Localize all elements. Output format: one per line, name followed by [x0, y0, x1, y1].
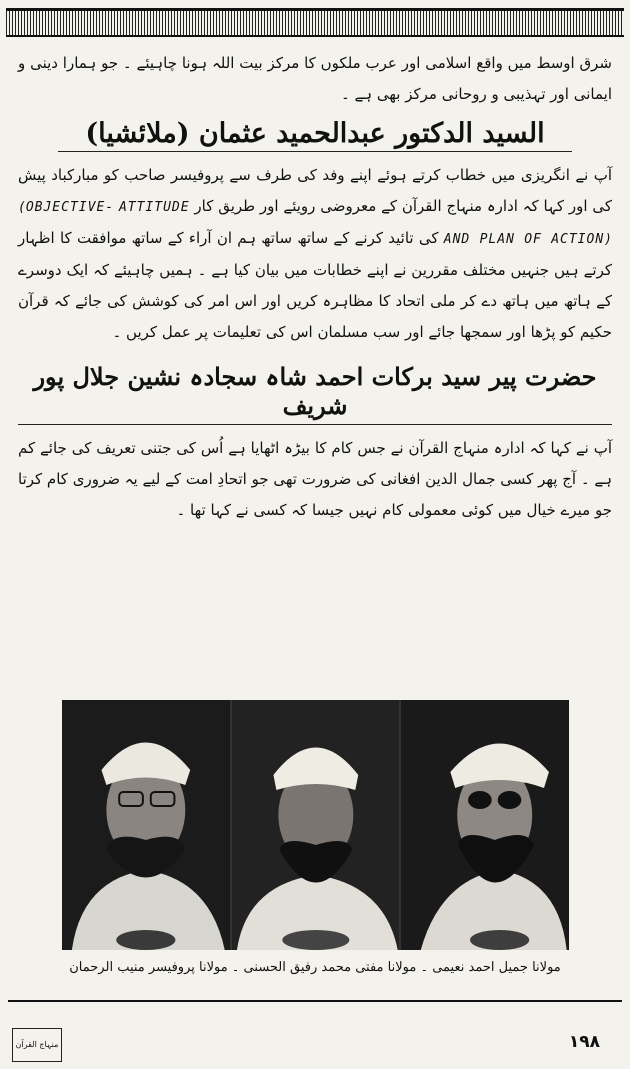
photo-caption: مولانا جمیل احمد نعیمی ۔ مولانا مفتی محمد رفیق الحسنی ۔ مولانا پروفیسر منیب الرحمان	[69, 960, 561, 975]
page-number: ۱۹۸	[568, 1032, 600, 1052]
publication-logo: منہاج القرآن	[12, 1028, 62, 1062]
latin-attitude: ATTITUDE AND PLAN OF ACTION)	[118, 200, 612, 247]
portrait-photo	[62, 700, 232, 950]
footer-rule	[8, 1000, 622, 1002]
portrait-photo	[401, 700, 569, 950]
speaker2-paragraph: آپ نے کہا کہ ادارہ منہاج القرآن نے جس کام کا بیڑہ اٹھایا ہے اُس کی جتنی تعریف کی جائے کم ہے ۔ آج پھر کسی جمال الدین افغانی کی ضرورت تھی جو اتحادِ امت کے لیے یہ ضروری کام کرتا جو میرے خیال میں کوئی معمولی کام نہیں جیسا کہ کسی نے کہا تھا ۔	[18, 439, 612, 519]
heading-underline	[18, 424, 612, 425]
portrait-photo	[232, 700, 402, 950]
heading-underline	[58, 151, 572, 152]
speaker1-text-a: آپ نے انگریزی میں خطاب کرتے ہوئے اپنے وفد کی طرف سے پروفیسر صاحب کو مبارکباد پیش کی اور کہا کہ ادارہ منہاج القرآن کے معروضی رویئے اور طریق کار	[18, 166, 612, 215]
speaker1-heading: السید الدکتور عبدالحمید عثمان (ملائشیا)	[85, 118, 545, 149]
portrait-photo-strip	[62, 700, 569, 950]
latin-objective: (OBJECTIVE-	[18, 200, 115, 215]
speaker1-paragraph	[18, 160, 612, 348]
article-body	[18, 48, 612, 526]
intro-paragraph: شرق اوسط میں واقع اسلامی اور عرب ملکوں کا مرکز بیت اللہ ہونا چاہیئے ۔ جو ہمارا دینی و ایمانی اور تہذیبی و روحانی مرکز بھی ہے ۔	[18, 54, 612, 103]
decorative-top-border	[6, 8, 624, 37]
speaker1-text-b: کی تائید کرنے کے ساتھ ساتھ ہم ان آراء کے ساتھ موافقت کا اظہار کرتے ہیں جنہیں مختلف مقررین نے اپنے خطابات میں بیان کیا ہے ۔ ہمیں چاہیئے کہ ایک دوسرے کے ہاتھ میں ہاتھ دے کر ملی اتحاد کا مظاہرہ کریں اور اس امر کی کوشش کی جائے کہ قرآن حکیم کو پڑھا اور سمجھا جائے اور سب مسلمان اس کی تعلیمات پر عمل کریں ۔	[18, 229, 612, 341]
speaker2-heading: حضرت پیر سید برکات احمد شاہ سجادہ نشین جلال پور شریف	[33, 362, 597, 420]
